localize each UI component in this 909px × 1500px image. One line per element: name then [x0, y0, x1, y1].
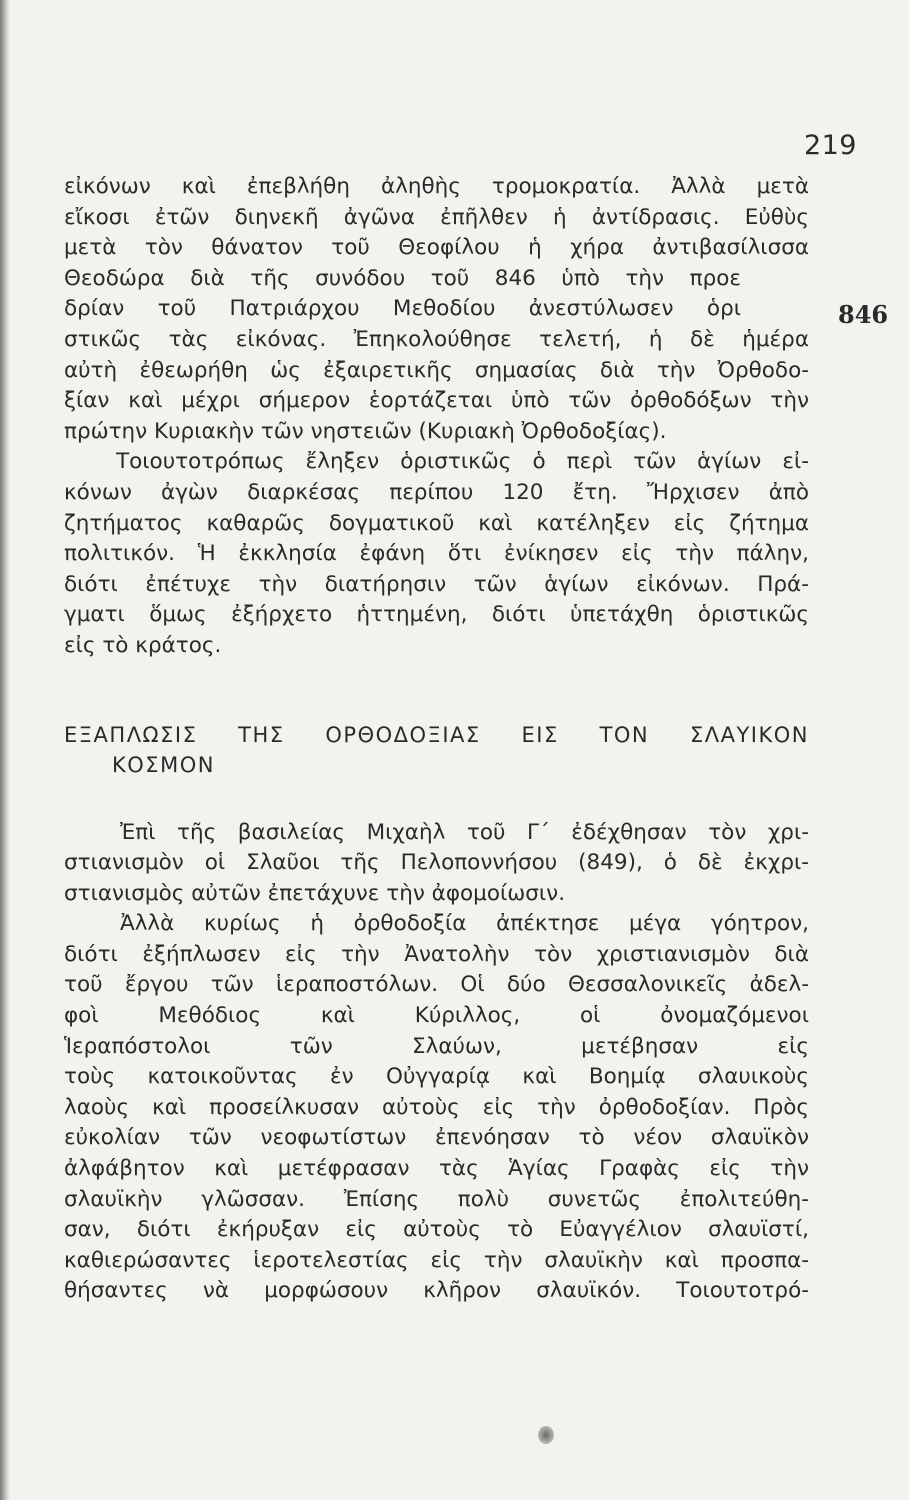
text-line: Ἱεραπόστολοι τῶν Σλαύων, μετέβησαν εἰς [64, 1033, 809, 1059]
text-line: μετὰ τὸν θάνατον τοῦ Θεοφίλου ἡ χήρα ἀντιβασίλισσα [64, 235, 809, 261]
text-line: διότι ἐπέτυχε τὴν διατήρησιν τῶν ἁγίων εἰκόνων. Πρά- [64, 571, 809, 597]
text-line: τοὺς κατοικοῦντας ἐν Οὐγγαρίᾳ καὶ Βοημίᾳ σλαυικοὺς [64, 1064, 809, 1090]
text-line: τοῦ ἔργου τῶν ἱεραποστόλων. Οἱ δύο Θεσσαλονικεῖς ἀδελ- [64, 972, 809, 998]
page-number: 219 [803, 130, 857, 161]
section-spacer [64, 662, 809, 720]
text-line: ξίαν καὶ μέχρι σήμερον ἑορτάζεται ὑπὸ τῶν ὀρθοδόξων τὴν [64, 388, 809, 414]
paragraph-3 [64, 818, 809, 910]
text-line: Θεοδώρα διὰ τῆς συνόδου τοῦ 846 ὑπὸ τὴν προε [64, 265, 741, 291]
text-line: σλαυϊκὴν γλῶσσαν. Ἐπίσης πολὺ συνετῶς ἐπολιτεύθη- [64, 1186, 809, 1212]
paragraph-1 [64, 172, 809, 447]
text-line: διότι ἐξήπλωσεν εἰς τὴν Ἀνατολὴν τὸν χριστιανισμὸν διὰ [64, 941, 809, 967]
text-line: γματι ὅμως ἐξήρχετο ἡττημένη, διότι ὑπετάχθη ὁριστικῶς [64, 602, 809, 628]
text-line: πολιτικόν. Ἡ ἐκκλησία ἐφάνη ὅτι ἐνίκησεν εἰς τὴν πάλην, [64, 541, 809, 567]
text-line: εἰκόνων καὶ ἐπεβλήθη ἀληθὴς τρομοκρατία. Ἀλλὰ μετὰ [64, 174, 809, 199]
text-line: Ἀλλὰ κυρίως ἡ ὀρθοδοξία ἀπέκτησε μέγα γόητρον, [120, 911, 809, 937]
text-line: κόνων ἀγὼν διαρκέσας περίπου 120 ἔτη. Ἤρχισεν ἀπὸ [64, 479, 809, 505]
body-text [64, 172, 809, 1307]
section-heading [64, 720, 809, 780]
paragraph-4 [64, 909, 809, 1307]
text-line: σαν, διότι ἐκήρυξαν εἰς αὐτοὺς τὸ Εὐαγγέλιον σλαυϊστί, [64, 1217, 809, 1243]
text-line: στικῶς τὰς εἰκόνας. Ἐπηκολούθησε τελετή, ἡ δὲ ἡμέρα [64, 326, 809, 352]
text-line: Ἐπὶ τῆς βασιλείας Μιχαὴλ τοῦ Γ΄ ἐδέχθησαν τὸν χρι- [120, 819, 809, 845]
text-line: Τοιουτοτρόπως ἔληξεν ὁριστικῶς ὁ περὶ τῶν ἁγίων εἰ- [116, 449, 809, 475]
text-line: ζητήματος καθαρῶς δογματικοῦ καὶ κατέληξεν εἰς ζήτημα [64, 510, 809, 536]
text-line: θήσαντες νὰ μορφώσουν κλῆρον σλαυϊκόν. Τοιουτοτρό- [64, 1278, 809, 1304]
heading-spacer [64, 780, 809, 818]
text-line: στιανισμὸς αὐτῶν ἐπετάχυνε τὴν ἀφομοίωσιν. [64, 880, 566, 906]
text-line: στιανισμὸν οἱ Σλαῦοι τῆς Πελοποννήσου (849), ὁ δὲ ἐκχρι- [64, 850, 809, 876]
text-line: φοὶ Μεθόδιος καὶ Κύριλλος, οἱ ὀνομαζόμενοι [64, 1003, 809, 1029]
heading-line: ΚΟΣΜΟΝ [112, 752, 215, 777]
text-line: αὐτὴ ἐθεωρήθη ὡς ἐξαιρετικῆς σημασίας διὰ τὴν Ὀρθοδο- [64, 357, 809, 383]
paragraph-2 [64, 447, 809, 661]
page-spine-shadow [0, 0, 10, 1500]
heading-line: ΕΞΑΠΛΩΣΙΣ ΤΗΣ ΟΡΘΟΔΟΞΙΑΣ ΕΙΣ ΤΟΝ ΣΛΑΥΙΚΟΝ [64, 722, 809, 747]
text-line: εὐκολίαν τῶν νεοφωτίστων ἐπενόησαν τὸ νέον σλαυϊκὸν [64, 1125, 809, 1151]
text-line: εἴκοσι ἐτῶν διηνεκῆ ἀγῶνα ἐπῆλθεν ἡ ἀντίδρασις. Εὐθὺς [64, 204, 809, 230]
text-line: ἀλφάβητον καὶ μετέφρασαν τὰς Ἁγίας Γραφὰς εἰς τὴν [64, 1156, 809, 1182]
margin-year-note: 846 [838, 300, 889, 329]
text-line: λαοὺς καὶ προσείλκυσαν αὐτοὺς εἰς τὴν ὀρθοδοξίαν. Πρὸς [64, 1094, 809, 1120]
text-line: καθιερώσαντες ἱεροτελεστίας εἰς τὴν σλαυϊκὴν καὶ προσπα- [64, 1247, 809, 1273]
text-line: εἰς τὸ κράτος. [64, 632, 222, 658]
text-line: δρίαν τοῦ Πατριάρχου Μεθοδίου ἀνεστύλωσεν ὁρι [64, 296, 741, 322]
printer-ornament [538, 1426, 554, 1444]
text-line: πρώτην Κυριακὴν τῶν νηστειῶν (Κυριακὴ Ὀρθοδοξίας). [64, 418, 667, 444]
